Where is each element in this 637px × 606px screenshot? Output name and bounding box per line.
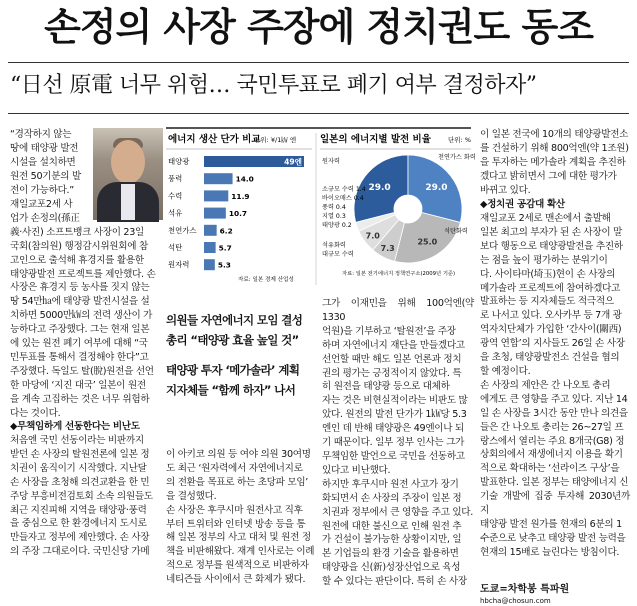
- bar-value-label: 6.2: [219, 226, 233, 236]
- col1-lead2-line: 땅 54만㏊에 태양광 발전시설을 설: [10, 296, 150, 308]
- col3-body-line: 에게도 큰 영향을 주고 있다. 지난 14: [480, 393, 628, 405]
- col2b-line: 화되면서 손 사장의 주장이 일본 정: [322, 492, 462, 504]
- bar-value-label: 5.7: [218, 243, 232, 253]
- col2b-line: 있다고 비난했다.: [322, 464, 391, 476]
- col1-lead-line: 전이 가능하다.”: [10, 184, 74, 196]
- headline-rule: [8, 62, 629, 63]
- col3-body-line: 기술 개발에 집중 투자해 2030년까지: [480, 491, 630, 517]
- pie-chart-title: 일본의 에너지별 발전 비율: [320, 134, 431, 145]
- bar-3: [204, 208, 226, 219]
- col2a-line: 도 최근 ‘원자력에서 자연에너지로: [166, 462, 303, 474]
- col3-top: [480, 128, 630, 198]
- col3-body-line: 발표하는 등 지자체들도 적극적으: [480, 296, 614, 308]
- col2b-line: 무책임한 발언으로 국민을 선동하고: [322, 450, 465, 462]
- col1-lead: [10, 128, 92, 198]
- bar-1: [204, 173, 233, 184]
- bar-value-label: 10.7: [228, 209, 248, 219]
- bar-category-label: 석유: [168, 208, 183, 218]
- pie-chart-source: 자료: 일본 전기에너지 정책연구소(2009년 기준): [342, 271, 456, 277]
- pie-callout-left: 풍력 0.4: [322, 204, 346, 211]
- col3-body-line: 랑스에서 열리는 주요 8개국(G8) 정: [480, 435, 625, 447]
- col1-body-line: 을 중심으로 한 환경에너지 도시로: [10, 518, 147, 530]
- pie-callout-right: 석탄화력: [444, 228, 468, 235]
- charts-box: [166, 127, 476, 289]
- col3-body-line: 메가솔라 프로젝트에 참여하겠다고: [480, 282, 621, 294]
- col3-body-line: 일 손 사장을 3시간 동안 만나 의견을: [480, 407, 628, 419]
- col2a-line: 손 사장은 후쿠시마 원전사고 직후: [166, 504, 303, 516]
- col1-body-line: 만들자고 정부에 제안했다. 손 사장: [10, 532, 150, 544]
- col1-lead2-line: 재일교포2세 사: [10, 199, 73, 210]
- pie-slice-label: 29.0: [368, 182, 391, 193]
- pie-callout-left: 소규모 수력 1.4: [322, 186, 366, 193]
- col1-lead-line: 원전 50기분의 발: [10, 170, 81, 182]
- pie-slice-label: 29.0: [425, 182, 448, 193]
- col3-body-line: 수준으로 낮추고 태양광 발전 능력을: [480, 532, 626, 544]
- col2b-line: 하며 자연에너지 재단을 만들겠다고: [322, 339, 465, 351]
- byline-email: hbcha@chosun.com: [480, 597, 551, 605]
- byline-name: 도쿄=차학봉 특파원: [480, 584, 570, 595]
- col2b-line: 본 기업들의 환경 기술을 활용하면: [322, 548, 459, 560]
- col3-section-heading: ◆정치권 공감대 확산: [480, 199, 565, 210]
- subheadline-rule: [8, 113, 629, 114]
- bar-category-label: 천연가스: [168, 225, 197, 235]
- col3-top-line: 겠다고 밝히면서 그에 대한 평가가: [480, 170, 617, 182]
- col3-body-line: 을 초청, 태양광발전소 건설을 협의: [480, 352, 620, 364]
- col2a-body: [166, 448, 316, 587]
- col2b-line: 원전에 대한 불신으로 인해 원전 추: [322, 520, 462, 532]
- col2a-line: 이 아키코 의원 등 여야 의원 30여명: [166, 449, 311, 460]
- col1-lead2-line: 한 마당에 ‘지진 대국’ 일본이 원전: [10, 379, 146, 391]
- col3-body-line: 로 나서고 있다. 오사카부 등 7개 광: [480, 310, 622, 322]
- col1-body-line: 치권이 움직이기 시작했다. 지난달: [10, 462, 147, 474]
- col3-body-line: 태양광 발전 원가를 현재의 6분의 1: [480, 518, 622, 530]
- bar-category-label: 수력: [168, 191, 183, 201]
- pullquote-line-1: 의원들 자연에너지 모임 결성: [166, 313, 303, 327]
- col3-top-line: 를 건설하기 위해 800억엔(약 1조원): [480, 142, 629, 154]
- col2b-line: 그가 이재민을 위해 100억엔(약 1330: [322, 298, 474, 323]
- col2b-line: 억원)을 기부하고 ‘탈원전’을 주장: [322, 325, 456, 337]
- pie-slice-label: 7.0: [365, 231, 380, 241]
- col1-body-line: 의 주장 그대로이다. 국민신당 가메: [10, 546, 150, 558]
- col2b-body: [322, 297, 474, 589]
- bar-category-label: 석탄: [168, 243, 183, 252]
- pullquote-line-3: 태양광 투자 ‘메가솔라’ 계획: [166, 363, 300, 377]
- col1-body: [10, 434, 163, 559]
- col1-lead2-line: 치하면 5000만㎾의 전력 생산이 가: [10, 310, 153, 322]
- bar-chart-title: 에너지 생산 단가 비교: [168, 134, 261, 145]
- bar-category-label: 풍력: [168, 174, 183, 184]
- col1-body-line: 손 사장을 초청해 의견교환을 한 민: [10, 476, 150, 488]
- pie-callout-left: 지열 0.3: [322, 213, 346, 220]
- col1-body-line: 처음엔 국민 선동이라는 비판까지: [10, 435, 144, 446]
- col1-body-line: 최근 지진피해 지역을 태양광·풍력: [10, 504, 147, 516]
- col3-body-line: 다. 사이타마(埼玉)현이 손 사장의: [480, 268, 616, 280]
- col3-body-line: 현재의 15배로 늘린다는 방침이다.: [480, 546, 620, 558]
- col1-lead2-line: 민투표를 통해서 결정해야 한다”고: [10, 351, 149, 363]
- col3-body-line: 광역 연합’의 지사들도 26일 손 사장: [480, 338, 625, 350]
- pullquote-line-4: 지자체들 “함께 하자” 나서: [166, 383, 296, 397]
- col1-lead2-line: 사장은 휴경지 등 농사를 짓지 않는: [10, 282, 150, 294]
- pie-slice-label: 25.0: [417, 237, 438, 247]
- pullquote: [166, 310, 316, 400]
- col2b-line: 엔인 데 반해 태양광은 49엔이나 되: [322, 423, 464, 435]
- headline: 손정의 사장 주장에 정치권도 동조: [44, 5, 593, 49]
- col2b-line: 태양광을 신(新)성장산업으로 육성: [322, 562, 461, 574]
- col3-body: [480, 212, 630, 560]
- col2a-line: 해 일본 정부의 사고 대처 및 원전 정: [166, 532, 311, 544]
- col2b-line: 가 건설이 불가능한 상황이지만, 일: [322, 534, 462, 546]
- bar-category-label: 태양광: [168, 157, 190, 166]
- col3-body-line: 들은 간 나오토 총리는 26~27일 프: [480, 421, 624, 433]
- bar-value-label: 49엔: [284, 157, 302, 167]
- col3-body-line: 할 예정이다.: [480, 365, 531, 377]
- col2a-line: 을 결성했다.: [166, 490, 217, 502]
- col1-lead2-line: 다는 것이다.: [10, 407, 61, 419]
- col2b-line: 치권과 정부에서 큰 영향을 주고 있다.: [322, 506, 474, 518]
- col1-lead2: [10, 198, 163, 421]
- col3-body-line: 손 사장의 제안은 간 나오토 총리: [480, 379, 611, 391]
- col2a-line: 책을 비판해왔다. 재계 인사로는 이례: [166, 546, 315, 558]
- pie-callout-right: 천연가스 화력: [438, 154, 476, 161]
- col2b-line: 기 때문이다. 일부 정부 인사는 그가: [322, 437, 465, 449]
- col1-lead2-line: 고인으로 출석해 휴경지를 활용한: [10, 254, 144, 266]
- col1-lead2-line: 능하다고 주장했다. 그는 현재 일본: [10, 324, 150, 336]
- col1-lead-line: “경작하지 않는: [10, 129, 72, 140]
- bar-chart-source: 자료: 일본 경제 산업성: [238, 277, 294, 283]
- col1-lead2-line: 義·사진) 소프트뱅크 사장이 23일: [10, 226, 144, 238]
- col1-lead2-line: 에 있는 원전 폐기 여부에 대해 “국: [10, 338, 148, 350]
- col2b-line: 할 수 있다는 판단이다. 특히 손 사장: [322, 576, 467, 588]
- col3-top-line: 바뀌고 있다.: [480, 184, 531, 196]
- col2a-line: 의 전환을 목표로 하는 초당파 모임’: [166, 476, 309, 488]
- col2b-line: 선언할 때만 해도 일본 언론과 정치: [322, 353, 462, 365]
- pie-callout-left: 원자력: [322, 158, 340, 165]
- chart-svg: [166, 129, 476, 287]
- pie-callout-left: 대규모 수력: [322, 251, 354, 258]
- byline: [480, 580, 630, 606]
- col2b-line: 권의 평가는 긍정적이지 않았다. 특: [322, 367, 462, 379]
- bar-value-label: 5.3: [217, 260, 231, 270]
- pie-callout-left: 태양광 0.2: [322, 222, 352, 229]
- col3-body-line: 재일교포 2세로 맨손에서 출발해: [480, 213, 611, 224]
- col3-body-line: 발표한다. 일본 정부는 태양에너지 신: [480, 477, 629, 489]
- pullquote-line-2: 총리 “태양광 효율 높일 것”: [166, 333, 299, 347]
- bar-5: [204, 242, 216, 253]
- pie-callout-left: 석유화력: [322, 242, 346, 249]
- bar-value-label: 14.0: [235, 174, 254, 184]
- col3-top-line: 을 투자하는 메가솔라 계획을 추진하: [480, 156, 626, 168]
- bar-category-label: 원자력: [168, 260, 190, 270]
- col3-body-line: 역자치단체가 가입한 ‘간사이(關西): [480, 324, 622, 336]
- col1-section-heading: ◆무책임하게 선동한다는 비난도: [10, 421, 140, 432]
- col3-body-line: 상회의에서 재생에너지 이용을 확기: [480, 449, 623, 461]
- col2b-line: 자는 것은 비현실적이라는 비판도 많: [322, 395, 468, 407]
- pie-chart-unit: 단위: %: [448, 136, 471, 144]
- col1-lead-line: 땅에 태양광 발전: [10, 142, 79, 154]
- pie-callout-left: 바이오매스 0.4: [322, 195, 364, 202]
- bar-6: [204, 259, 215, 270]
- bar-chart-unit: 단위: ¥/1㎾ 엔: [254, 136, 297, 144]
- col1-lead2-line: 업가 손정의(孫正: [10, 212, 80, 224]
- col3-body-line: 적으로 확대하는 ‘선라이즈 구상’을: [480, 463, 620, 475]
- pie-slice-label: 7.3: [380, 244, 395, 254]
- col1-lead2-line: 국회(참의원) 행정감시위원회에 참: [10, 240, 148, 252]
- col2b-line: 았다. 원전의 발전 단가가 1㎾당 5.3: [322, 409, 467, 421]
- bar-2: [204, 190, 228, 201]
- col2a-line: 네티즌들 사이에서 큰 화제가 됐다.: [166, 574, 306, 586]
- col3-body-line: 는 점을 높이 평가하는 분위기이: [480, 254, 608, 266]
- col2a-line: 부터 트위터와 인터넷 방송 등을 통: [166, 518, 306, 530]
- col1-body-line: 주당 부흥비전검토회 소속 의원들도: [10, 490, 153, 502]
- col3-top-line: 이 일본 전국에 10개의 태양광발전소: [480, 129, 629, 140]
- col1-lead2-line: 주장했다. 독일도 탈(脫)원전을 선언: [10, 365, 154, 377]
- bar-4: [204, 225, 217, 236]
- col1-lead2-line: 태양광발전 프로젝트를 제안했다. 손: [10, 268, 156, 280]
- col1-lead-line: 시설을 설치하면: [10, 156, 76, 168]
- col2b-line: 하지만 후쿠시마 원전 사고가 장기: [322, 478, 459, 490]
- col1-body-line: 받던 손 사장의 탈원전론에 일본 정: [10, 448, 150, 460]
- col1-lead2-line: 을 계속 고집하는 것은 너무 위험하: [10, 393, 150, 405]
- col3-body-line: 일본 최고의 부자가 된 손 사장이 말: [480, 226, 623, 238]
- col2a-line: 적으로 정부를 원색적으로 비판하자: [166, 560, 309, 572]
- subheadline: “日선 原電 너무 위험… 국민투표로 폐기 여부 결정하자”: [10, 73, 537, 98]
- col3-body-line: 보다 행동으로 태양광발전을 추진하: [480, 240, 623, 252]
- col2b-line: 히 원전을 태양광 등으로 대체하: [322, 381, 450, 393]
- bar-value-label: 11.9: [231, 191, 250, 201]
